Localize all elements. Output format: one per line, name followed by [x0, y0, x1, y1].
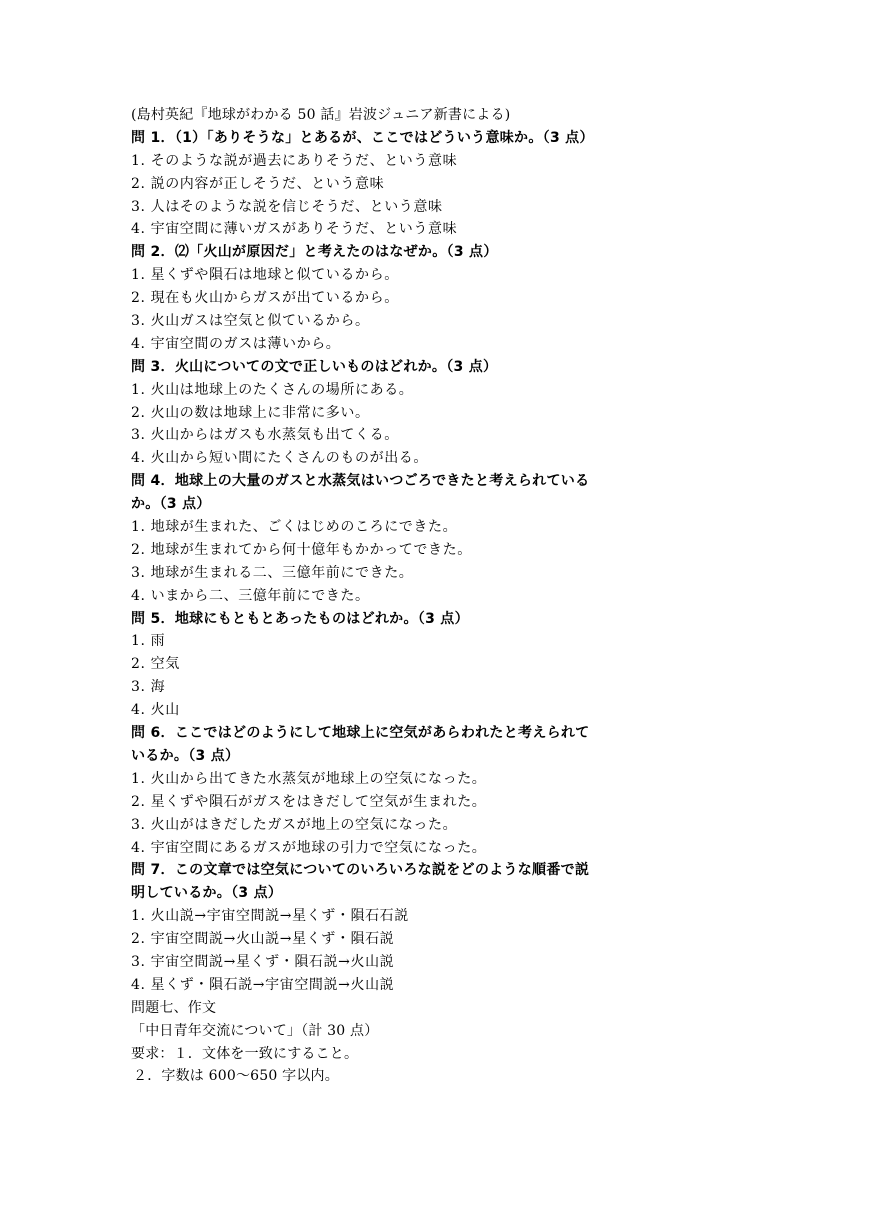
question-1-text: 問 1．（1）「ありそうな」とあるが、ここではどういう意味か。（3 点）: [131, 129, 594, 146]
question-2-option-3: 3. 火山ガスは空気と似ているから。: [131, 313, 370, 330]
question-4-option-4: 4. いまから二、三億年前にできた。: [131, 587, 370, 604]
question-3-text: 問 3．火山についての文で正しいものはどれか。（3 点）: [131, 358, 498, 375]
question-1-option-2: 2. 説の内容が正しそうだ、という意味: [131, 175, 385, 192]
question-6-option-1: 1. 火山から出てきた水蒸気が地球上の空気になった。: [131, 770, 487, 787]
question-2-text: 問 2．⑵「火山が原因だ」と考えたのはなぜか。（3 点）: [131, 244, 498, 261]
essay-requirement-1: 要求：１．文体を一致にすること。: [131, 1045, 359, 1062]
question-6: [131, 722, 831, 859]
source-citation: (島村英紀『地球がわかる 50 話』岩波ジュニア新書による): [131, 107, 511, 123]
question-4-text-line-2: か。（3 点）: [131, 496, 211, 513]
question-6-text-line-2: いるか。（3 点）: [131, 747, 240, 764]
question-5-text: 問 5．地球にもともとあったものはどれか。（3 点）: [131, 610, 469, 627]
question-1: [131, 127, 831, 241]
question-3-option-4: 4. 火山から短い間にたくさんのものが出る。: [131, 450, 429, 467]
question-7-option-4: 4. 星くず・隕石説→宇宙空間説→火山説: [131, 976, 395, 993]
question-3-option-2: 2. 火山の数は地球上に非常に多い。: [131, 404, 370, 421]
question-2-option-1: 1. 星くずや隕石は地球と似ているから。: [131, 267, 399, 284]
question-2: [131, 241, 831, 355]
question-6-option-3: 3. 火山がはきだしたガスが地上の空気になった。: [131, 816, 458, 833]
question-1-option-1: 1. そのような説が過去にありそうだ、という意味: [131, 152, 458, 169]
question-3: [131, 356, 831, 470]
question-7-option-1: 1. 火山説→宇宙空間説→星くず・隕石石説: [131, 908, 409, 925]
question-4-option-3: 3. 地球が生まれる二、三億年前にできた。: [131, 564, 414, 581]
document-body: [131, 104, 831, 1088]
question-1-option-4: 4. 宇宙空間に薄いガスがありそうだ、という意味: [131, 221, 458, 238]
question-7-option-3: 3. 宇宙空間説→星くず・隕石説→火山説: [131, 953, 395, 970]
question-4: [131, 470, 831, 607]
question-5-option-4: 4. 火山: [131, 702, 180, 719]
essay-section: [131, 997, 831, 1089]
question-7: [131, 859, 831, 996]
question-6-option-4: 4. 宇宙空間にあるガスが地球の引力で空気になった。: [131, 839, 487, 856]
question-5-option-1: 1. 雨: [131, 633, 166, 650]
question-6-text-line-1: 問 6．ここではどのようにして地球上に空気があらわれたと考えられて: [131, 725, 590, 742]
question-3-option-3: 3. 火山からはガスも水蒸気も出てくる。: [131, 427, 399, 444]
question-5-option-2: 2. 空気: [131, 656, 180, 673]
essay-requirement-2: ２．字数は 600～650 字以内。: [133, 1068, 339, 1085]
question-5: [131, 608, 831, 722]
question-1-option-3: 3. 人はそのような説を信じそうだ、という意味: [131, 198, 443, 215]
question-2-option-4: 4. 宇宙空間のガスは薄いから。: [131, 335, 341, 352]
essay-heading: 問題七、作文: [131, 999, 217, 1016]
question-4-text-line-1: 問 4．地球上の大量のガスと水蒸気はいつごろできたと考えられている: [131, 473, 590, 490]
question-6-option-2: 2. 星くずや隕石がガスをはきだして空気が生まれた。: [131, 793, 487, 810]
question-4-option-1: 1. 地球が生まれた、ごくはじめのころにできた。: [131, 519, 458, 536]
question-2-option-2: 2. 現在も火山からガスが出ているから。: [131, 290, 399, 307]
question-7-text-line-2: 明しているか。（3 点）: [131, 885, 283, 902]
question-4-option-2: 2. 地球が生まれてから何十億年もかかってできた。: [131, 541, 472, 558]
question-3-option-1: 1. 火山は地球上のたくさんの場所にある。: [131, 381, 414, 398]
question-7-option-2: 2. 宇宙空間説→火山説→星くず・隕石説: [131, 931, 395, 948]
question-7-text-line-1: 問 7．この文章では空気についてのいろいろな説をどのような順番で説: [131, 862, 590, 879]
question-5-option-3: 3. 海: [131, 679, 166, 696]
essay-topic: 「中日青年交流について」（計 30 点）: [131, 1022, 379, 1039]
